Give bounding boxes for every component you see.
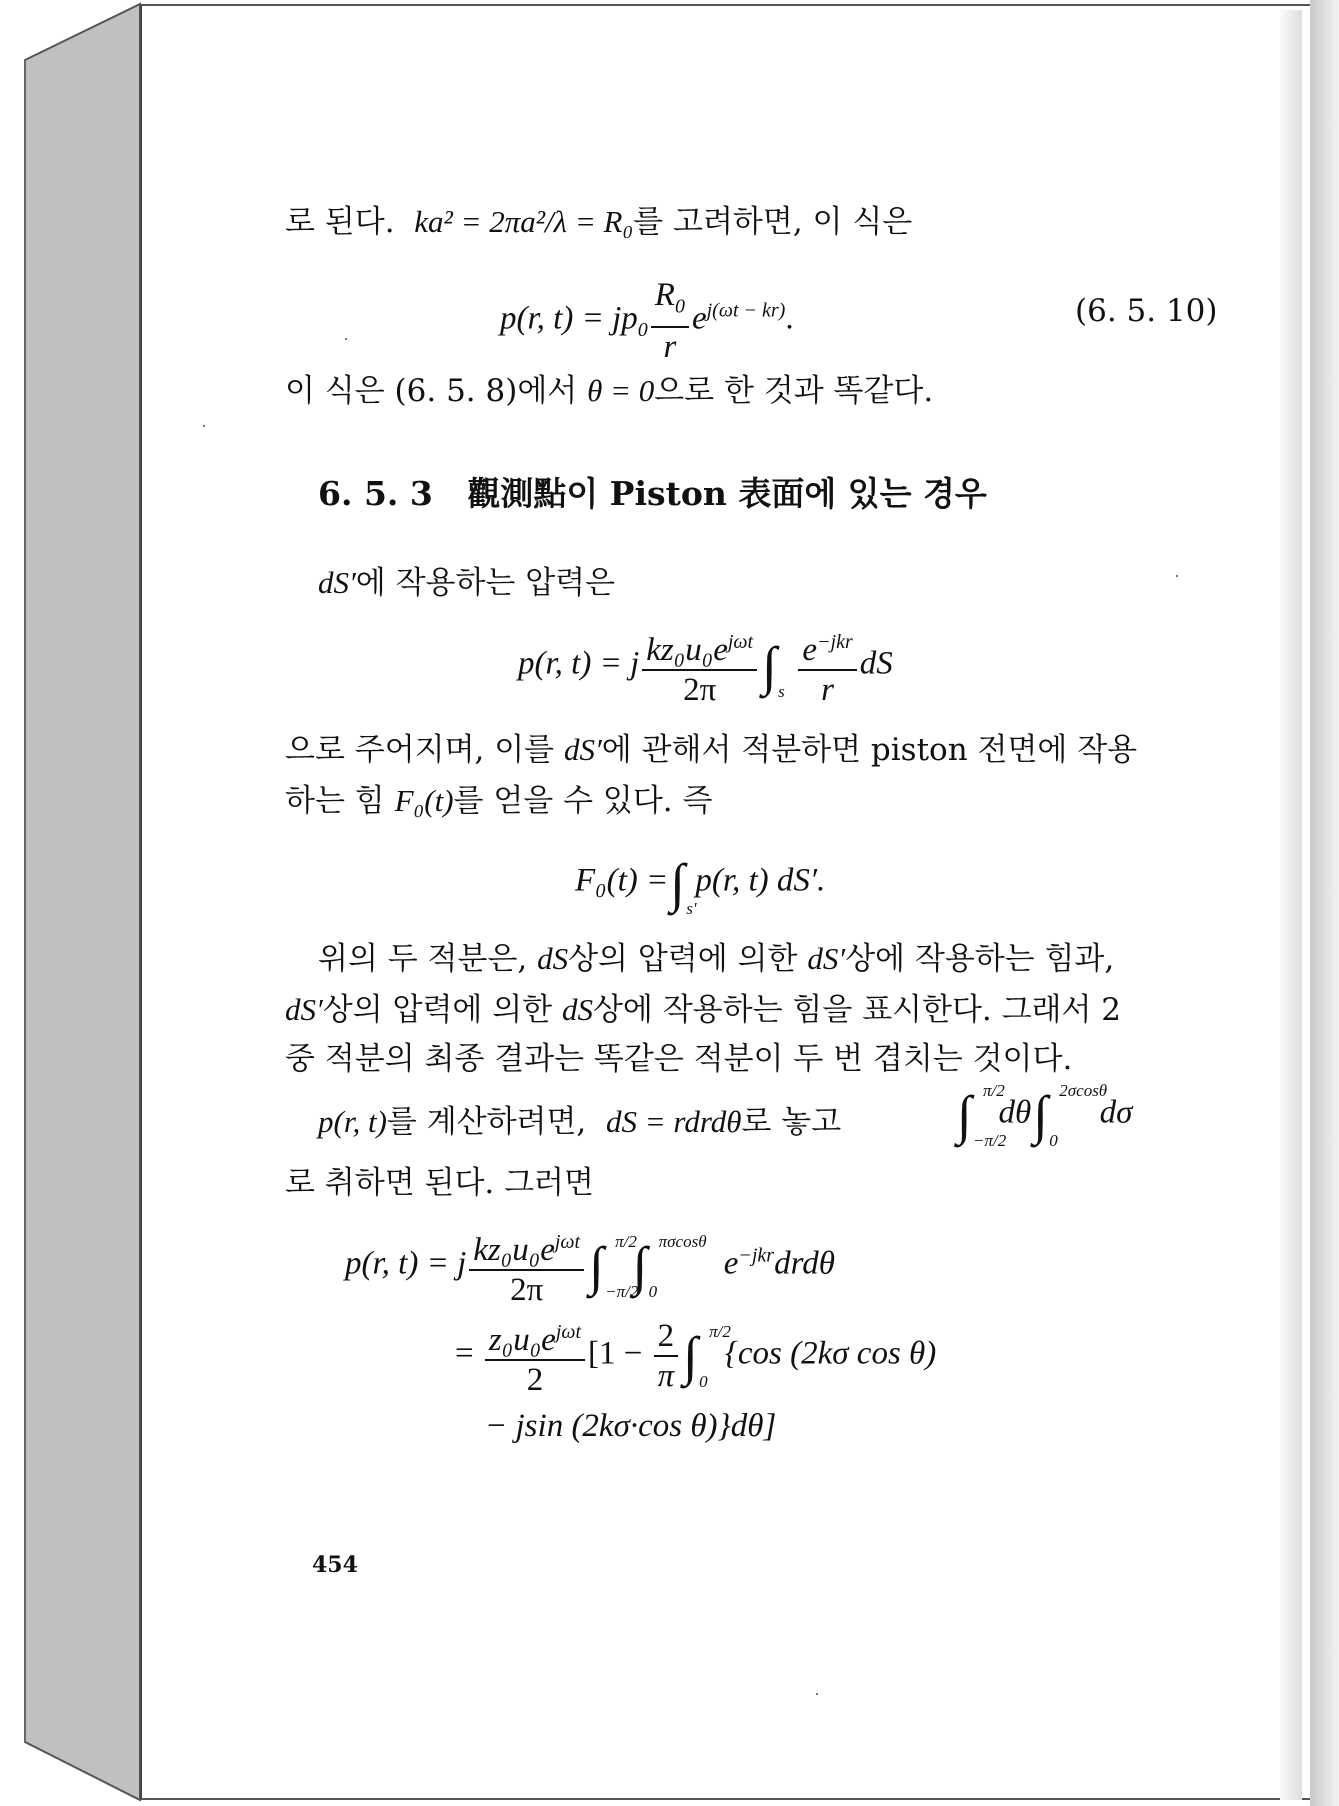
text-line-7: dS′상의 압력에 의한 dS상에 작용하는 힘을 표시한다. 그래서 2 bbox=[285, 992, 1122, 1028]
integral-sign: ∫ π/2 −π/2 bbox=[957, 1081, 1007, 1150]
equation-pressure: p(r, t) = j $\frac{kz_0u_0e^{j\omega t}}{2\pi}$ ∫ s $\frac{e^{-jkr}}{r}$ dS bbox=[518, 625, 893, 707]
integral-sign: ∫ s′ bbox=[670, 853, 697, 918]
text-line-6: 위의 두 적분은, dS상의 압력에 의한 dS′상에 작용하는 힘과, bbox=[318, 941, 1115, 977]
page-edge bbox=[1280, 10, 1302, 1800]
fraction: $\frac{kz_0u_0e^{j\omega t}}{2\pi}$ bbox=[642, 625, 757, 707]
text-line-8: 중 적분의 최종 결과는 똑같은 적분이 두 번 겹치는 것이다. bbox=[285, 1041, 1073, 1077]
page-shadow bbox=[1310, 0, 1339, 1806]
equation-result-1: p(r, t) = j $\frac{kz_0u_0e^{j\omega t}}{2\pi}$ ∫ π/2 −π/2 ∫ πσcosθ 0 $e^{-jkr}drd\theta$ bbox=[345, 1225, 835, 1307]
text-line-3: dS′에 작용하는 압력은 bbox=[318, 565, 616, 601]
fraction: $\frac{z_0u_0e^{j\omega t}}{2}$ bbox=[485, 1315, 585, 1397]
equation-result-3: − jsin (2kσ·cos θ)}dθ] bbox=[485, 1408, 777, 1444]
fraction: $\frac{R_0}{r}$ bbox=[651, 278, 689, 364]
speck bbox=[345, 338, 347, 340]
text-line-9: p(r, t)를 계산하려면, dS = rdrdθ로 놓고 bbox=[318, 1104, 842, 1140]
integral-sign: ∫ πσcosθ 0 bbox=[632, 1232, 707, 1301]
fraction: $\frac{2}{\pi}$ bbox=[654, 1319, 679, 1393]
text-line-4: 으로 주어지며, 이를 dS′에 관해서 적분하면 piston 전면에 작용 bbox=[285, 732, 1138, 768]
fraction: $\frac{kz_0u_0e^{j\omega t}}{2\pi}$ bbox=[469, 1225, 584, 1307]
integral-sign: ∫ π/2 0 bbox=[683, 1322, 731, 1391]
equation-result-2: = $\frac{z_0u_0e^{j\omega t}}{2}$ [1 − $\frac{2}{\pi}$ ∫ π/2 0 {cos (2kσ cos θ) bbox=[455, 1315, 936, 1397]
equation-label: (6. 5. 10) bbox=[1075, 293, 1218, 329]
equation-6-5-10: p(r, $t) = jp_0$ $\frac{R_0}{r}$ $e^{j(\omega t - kr)}$. bbox=[500, 277, 794, 365]
fraction: $\frac{e^{-jkr}}{r}$ bbox=[798, 625, 856, 707]
speck bbox=[1176, 575, 1178, 577]
text-line-10: 로 취하면 된다. 그러면 bbox=[285, 1165, 594, 1201]
integral-sign: ∫ π/2 −π/2 bbox=[589, 1232, 639, 1301]
page-number: 454 bbox=[312, 1552, 358, 1578]
text-line-2: 이 식은 (6. 5. 8)에서 θ = 0으로 한 것과 똑같다. bbox=[285, 373, 934, 409]
speck bbox=[203, 425, 205, 427]
speck bbox=[816, 1693, 818, 1695]
equation-force: F₀(t) =∫ s′ p(r, t) dS′. bbox=[575, 853, 826, 918]
integral-sign: ∫ 2σcosθ 0 bbox=[1033, 1081, 1108, 1150]
text-line-1: 로 된다. ka² = 2πa²/λ = R₀를 고려하면, 이 식은 bbox=[285, 204, 913, 240]
book-spine bbox=[0, 0, 150, 1806]
double-integral-limits: ∫ π/2 −π/2 dθ∫ 2σcosθ 0 dσ bbox=[957, 1081, 1133, 1150]
section-heading: 6. 5. 3 觀測點이 Piston 表面에 있는 경우 bbox=[318, 474, 987, 513]
integral-sign: ∫ s bbox=[762, 636, 785, 701]
text-line-5: 하는 힘 F₀(t)를 얻을 수 있다. 즉 bbox=[285, 783, 713, 819]
